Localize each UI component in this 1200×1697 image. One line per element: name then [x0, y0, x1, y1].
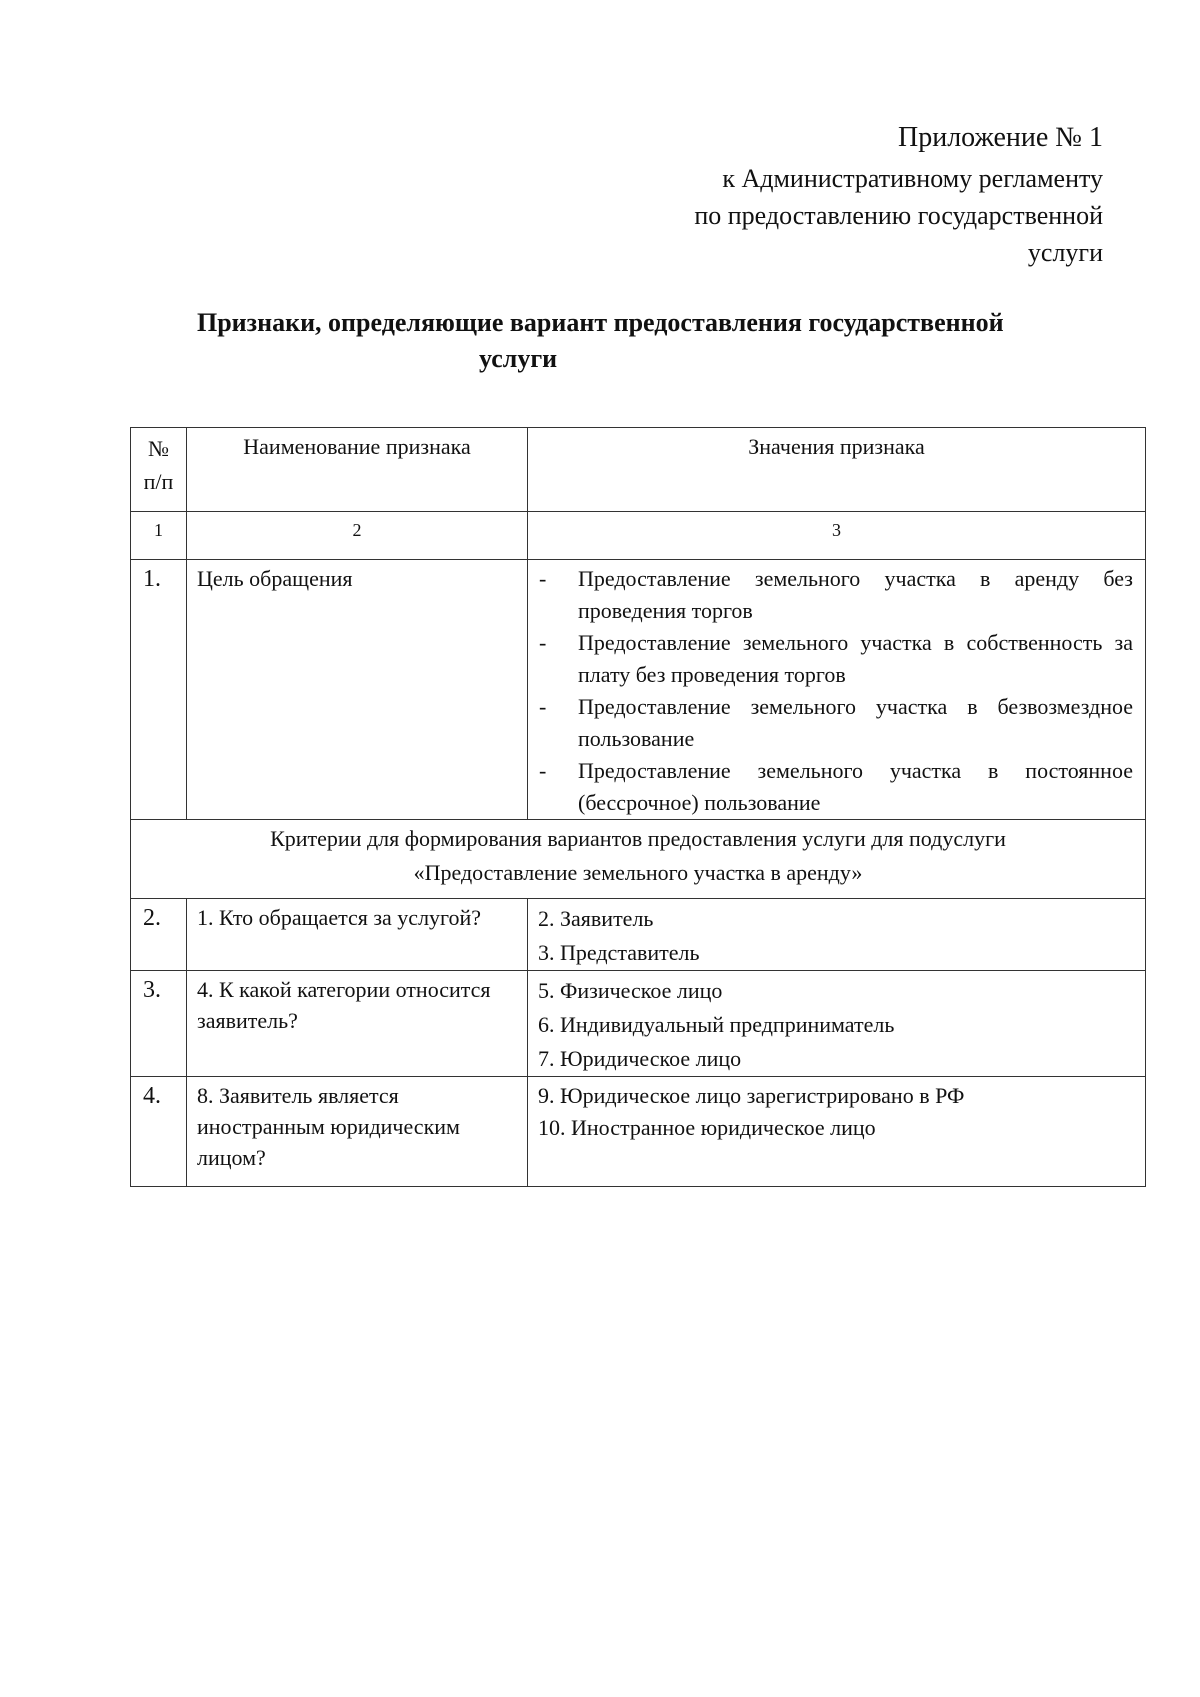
header-cell-values: Значения признака	[528, 428, 1146, 512]
index-cell-2: 2	[187, 512, 528, 560]
row-number: 4.	[131, 1077, 187, 1187]
document-title-line-1: Признаки, определяющие вариант предоставления государственной	[197, 308, 1004, 337]
index-cell-1: 1	[131, 512, 187, 560]
document-title	[197, 305, 1097, 377]
header-number-abbrev: п/п	[143, 469, 174, 494]
section-heading-row	[131, 820, 1146, 899]
value-line: 6. Индивидуальный предприниматель	[538, 1012, 895, 1037]
row-number: 1.	[131, 560, 187, 820]
dash-bullet: -	[539, 630, 547, 655]
dash-bullet: -	[539, 758, 547, 783]
table-header-row	[131, 428, 1146, 512]
row-criterion-name: 8. Заявитель является иностранным юридическим лицом?	[187, 1077, 528, 1187]
dash-bullet: -	[539, 566, 547, 591]
table-row	[131, 1077, 1146, 1187]
section-heading-line-2: «Предоставление земельного участка в аренду»	[413, 860, 863, 885]
value-line: 2. Заявитель	[538, 906, 654, 931]
list-item	[538, 563, 1133, 627]
value-line: 5. Физическое лицо	[538, 978, 723, 1003]
header-cell-name: Наименование признака	[187, 428, 528, 512]
list-item-text: Предоставление земельного участка в безвозмездное пользование	[578, 694, 1133, 751]
list-item	[538, 691, 1133, 755]
appendix-reference-line-1: к Административному регламенту	[722, 164, 1103, 193]
list-item-text: Предоставление земельного участка в постоянное (бессрочное) пользование	[578, 758, 1133, 815]
value-line: 3. Представитель	[538, 940, 700, 965]
row-criterion-name: Цель обращения	[187, 560, 528, 820]
index-cell-3: 3	[528, 512, 1146, 560]
row-criterion-values	[528, 899, 1146, 971]
section-heading-cell	[131, 820, 1146, 899]
appendix-header	[694, 118, 1103, 271]
row-criterion-name: 4. К какой категории относится заявитель?	[187, 971, 528, 1077]
list-item	[538, 627, 1133, 691]
row-criterion-name: 1. Кто обращается за услугой?	[187, 899, 528, 971]
header-number-sign: №	[148, 436, 169, 461]
row-criterion-values	[528, 971, 1146, 1077]
list-item-text: Предоставление земельного участка в аренду без проведения торгов	[578, 566, 1133, 623]
header-cell-number	[131, 428, 187, 512]
list-item-text: Предоставление земельного участка в собственность за плату без проведения торгов	[578, 630, 1133, 687]
criteria-table	[130, 427, 1146, 1187]
row-number: 3.	[131, 971, 187, 1077]
list-item	[538, 755, 1133, 819]
table-row	[131, 971, 1146, 1077]
appendix-reference-line-3: услуги	[1027, 238, 1103, 267]
appendix-reference-line-2: по предоставлению государственной	[694, 201, 1103, 230]
value-line: 7. Юридическое лицо	[538, 1046, 742, 1071]
row-criterion-values	[528, 560, 1146, 820]
purpose-values-list	[538, 563, 1133, 819]
table-index-row	[131, 512, 1146, 560]
appendix-number: Приложение № 1	[898, 122, 1103, 153]
value-line: 9. Юридическое лицо зарегистрировано в РФ	[538, 1083, 965, 1108]
row-number: 2.	[131, 899, 187, 971]
document-title-line-2: услуги	[479, 344, 558, 373]
table-row	[131, 560, 1146, 820]
dash-bullet: -	[539, 694, 547, 719]
row-criterion-values	[528, 1077, 1146, 1187]
table-row	[131, 899, 1146, 971]
section-heading-line-1: Критерии для формирования вариантов предоставления услуги для подуслуги	[270, 826, 1006, 851]
value-line: 10. Иностранное юридическое лицо	[538, 1115, 876, 1140]
